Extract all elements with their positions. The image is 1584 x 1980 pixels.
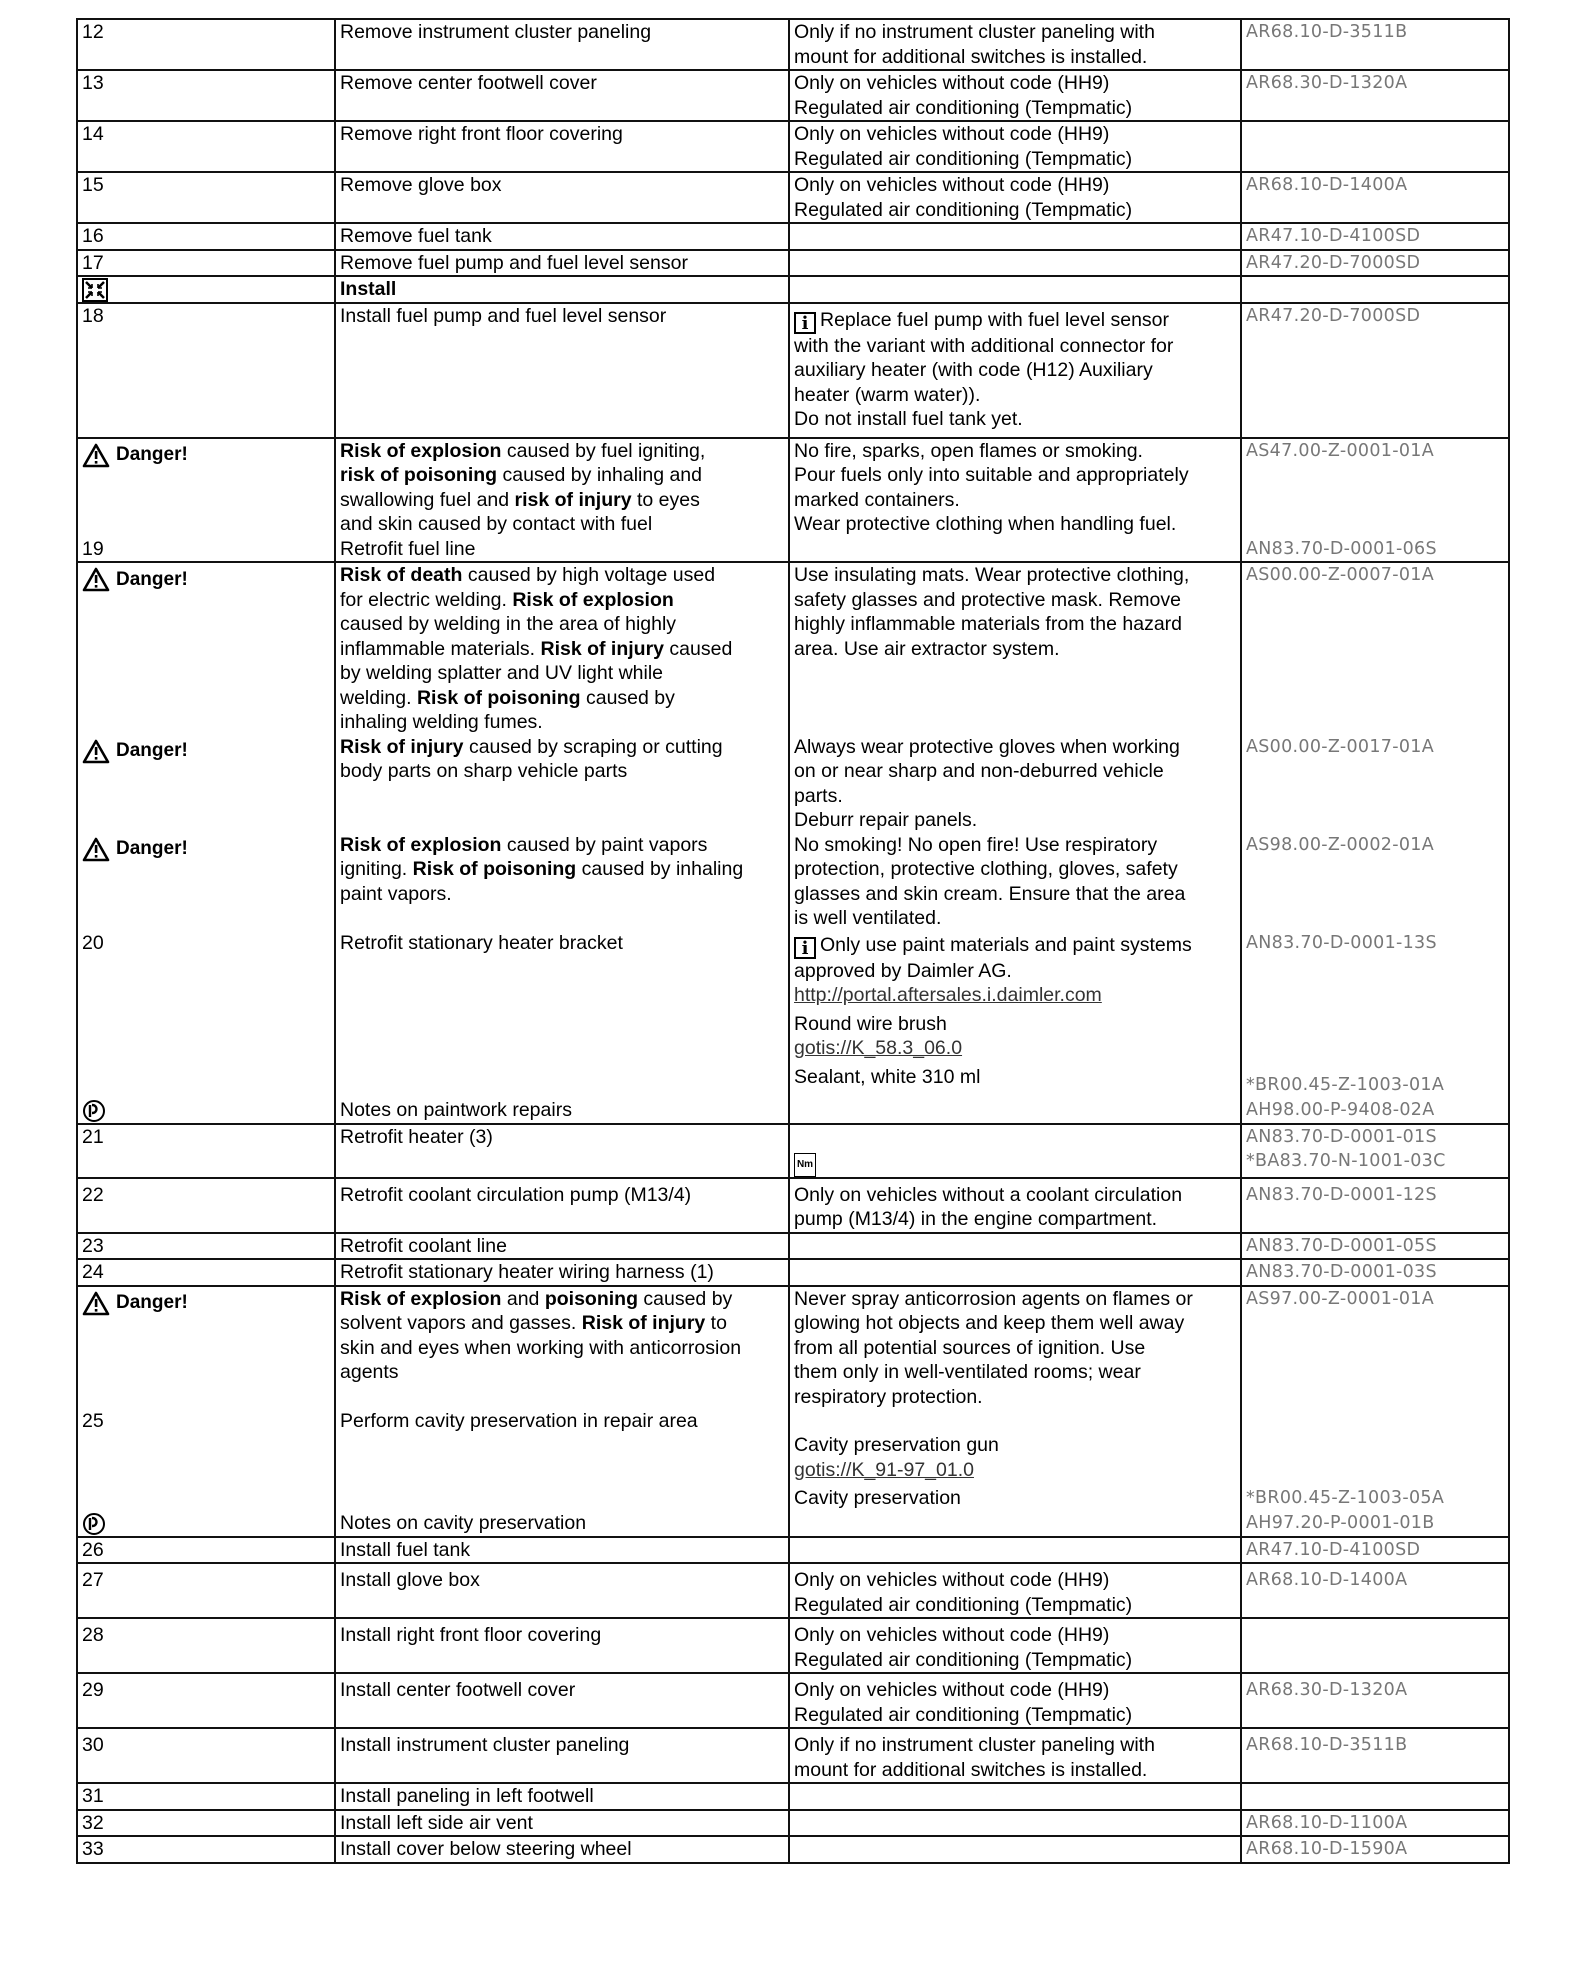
doc-reference[interactable]: AH97.20-P-0001-01B (1241, 1511, 1509, 1537)
doc-reference[interactable]: AS47.00-Z-0001-01A (1241, 438, 1509, 537)
step-action: Retrofit coolant circulation pump (M13/4) (335, 1178, 789, 1233)
step-number: 15 (77, 172, 335, 223)
step-number: 21 (77, 1124, 335, 1178)
doc-reference[interactable]: AH98.00-P-9408-02A (1241, 1098, 1509, 1124)
danger-label: Danger! (82, 443, 188, 468)
danger-label: Danger! (82, 1291, 188, 1316)
step-action: Notes on cavity preservation (335, 1511, 789, 1537)
step-number: 23 (77, 1233, 335, 1260)
step-action: Install left side air vent (335, 1810, 789, 1837)
doc-reference[interactable]: AR47.10-D-4100SD (1241, 1537, 1509, 1564)
safety-measures: Always wear protective gloves when working on or near sharp and non-deburred vehicle parts. Deburr repair panels. (789, 735, 1241, 833)
table-row (77, 223, 1509, 250)
note-line: Regulated air conditioning (Tempmatic) (794, 96, 1133, 119)
step-action: Remove fuel pump and fuel level sensor (335, 250, 789, 277)
table-row (77, 1537, 1509, 1564)
doc-reference[interactable]: AN83.70-D-0001-12S (1241, 1178, 1509, 1233)
doc-reference[interactable]: AR47.10-D-4100SD (1241, 223, 1509, 250)
step-notes (789, 250, 1241, 277)
note-line: with the variant with additional connector for (794, 334, 1174, 357)
step-number: 28 (77, 1618, 335, 1673)
doc-reference[interactable]: AR68.10-D-1400A (1241, 1563, 1509, 1618)
step-action: Retrofit stationary heater wiring harness (1) (335, 1259, 789, 1286)
step-notes (789, 70, 1241, 121)
step-action: Retrofit coolant line (335, 1233, 789, 1260)
install-icon (82, 278, 108, 302)
portal-link[interactable]: http://portal.aftersales.i.daimler.com (794, 984, 1102, 1007)
notes-icon (82, 1099, 106, 1123)
step-action: Remove center footwell cover (335, 70, 789, 121)
table-row (77, 1728, 1509, 1783)
step-notes: i Only use paint materials and paint systems approved by Daimler AG. http://portal.aftersales.i.daimler.com Round wire brush gotis://K_58.3_06.0 Sealant, white 310 ml (789, 931, 1241, 1098)
note-line: Do not install fuel tank yet. (794, 408, 1023, 431)
doc-reference (1241, 1618, 1509, 1673)
table-row (77, 1618, 1509, 1673)
step-number: 22 (77, 1178, 335, 1233)
doc-reference[interactable]: AN83.70-D-0001-06S (1241, 537, 1509, 563)
warning-triangle-icon (82, 443, 110, 468)
step-notes: Cavity preservation gun gotis://K_91-97_01.0 Cavity preservation (789, 1409, 1241, 1511)
doc-reference[interactable]: AR68.10-D-1590A (1241, 1836, 1509, 1863)
step-number: 25 (77, 1409, 335, 1511)
danger-label: Danger! (82, 739, 188, 764)
table-row (77, 70, 1509, 121)
step-notes (789, 223, 1241, 250)
table-row (77, 1233, 1509, 1260)
step-number: 12 (77, 19, 335, 70)
doc-reference[interactable]: AS97.00-Z-0001-01A (1241, 1286, 1509, 1410)
doc-reference[interactable]: AS98.00-Z-0002-01A (1241, 833, 1509, 931)
safety-measures: No fire, sparks, open flames or smoking. Pour fuels only into suitable and appropriately marked containers. Wear protective clothing when handling fuel. (789, 438, 1241, 537)
step-number: 18 (77, 303, 335, 438)
risk-text: Risk of explosion caused by fuel igniting, risk of poisoning caused by inhaling and swallowing fuel and risk of injury to eyes and skin caused by contact with fuel (335, 438, 789, 537)
note-line: auxiliary heater (with code (H12) Auxiliary (794, 359, 1153, 382)
warning-triangle-icon (82, 567, 110, 592)
risk-text: Risk of explosion and poisoning caused by solvent vapors and gasses. Risk of injury to skin and eyes when working with anticorrosion agents (335, 1286, 789, 1410)
note-line: Replace fuel pump with fuel level sensor (820, 308, 1170, 331)
step-action: Retrofit heater (3) (335, 1124, 789, 1178)
doc-reference: AN83.70-D-0001-13S *BR00.45-Z-1003-01A (1241, 931, 1509, 1098)
notes-row (77, 1511, 1509, 1537)
table-row (77, 1810, 1509, 1837)
step-action: Install cover below steering wheel (335, 1836, 789, 1863)
tool-link[interactable]: gotis://K_58.3_06.0 (794, 1037, 963, 1060)
info-icon: i (794, 937, 816, 959)
step-number: 27 (77, 1563, 335, 1618)
danger-row (77, 438, 1509, 537)
step-notes (789, 121, 1241, 172)
step-notes: Only if no instrument cluster paneling with mount for additional switches is installed. (789, 1728, 1241, 1783)
doc-reference[interactable]: AN83.70-D-0001-05S (1241, 1233, 1509, 1260)
risk-text: Risk of death caused by high voltage used for electric welding. Risk of explosion caused by welding in the area of highly inflammable materials. Risk of injury caused by welding splatter and UV light while welding. Risk of poisoning caused by inhaling welding fumes. (335, 562, 789, 735)
table-row (77, 250, 1509, 277)
step-action: Install fuel tank (335, 1537, 789, 1564)
risk-text: Risk of injury caused by scraping or cutting body parts on sharp vehicle parts (335, 735, 789, 833)
step-action: Install instrument cluster paneling (335, 1728, 789, 1783)
doc-reference[interactable]: AR47.20-D-7000SD (1241, 250, 1509, 277)
table-row (77, 1673, 1509, 1728)
step-number: 33 (77, 1836, 335, 1863)
note-line: heater (warm water)). (794, 383, 981, 406)
step-action: Retrofit fuel line (335, 537, 789, 563)
danger-row (77, 1286, 1509, 1410)
doc-reference[interactable]: AR68.10-D-1100A (1241, 1810, 1509, 1837)
notes-icon (82, 1512, 106, 1536)
step-number: 29 (77, 1673, 335, 1728)
step-number: 20 (77, 931, 335, 1098)
notes-row (77, 1098, 1509, 1124)
step-number: 16 (77, 223, 335, 250)
danger-label: Danger! (82, 567, 188, 592)
doc-reference: *BR00.45-Z-1003-05A (1241, 1409, 1509, 1511)
note-line: mount for additional switches is installed. (794, 45, 1148, 68)
doc-reference[interactable]: AR68.30-D-1320A (1241, 1673, 1509, 1728)
table-row (77, 1259, 1509, 1286)
note-line: Regulated air conditioning (Tempmatic) (794, 147, 1133, 170)
table-row (77, 121, 1509, 172)
tool-link[interactable]: gotis://K_91-97_01.0 (794, 1458, 974, 1481)
table-row (77, 172, 1509, 223)
step-action: Install glove box (335, 1563, 789, 1618)
install-heading: Install (335, 276, 789, 303)
table-row (77, 1178, 1509, 1233)
doc-reference[interactable]: AN83.70-D-0001-03S (1241, 1259, 1509, 1286)
step-notes (789, 172, 1241, 223)
step-action: Remove right front floor covering (335, 121, 789, 172)
safety-measures: Never spray anticorrosion agents on flames or glowing hot objects and keep them well away from all potential sources of ignition. Use them only in well-ventilated rooms; wear respiratory protection. (789, 1286, 1241, 1410)
step-notes: Only on vehicles without code (HH9) Regulated air conditioning (Tempmatic) (789, 1618, 1241, 1673)
table-row (77, 303, 1509, 438)
risk-text: Risk of explosion caused by paint vapors igniting. Risk of poisoning caused by inhaling paint vapors. (335, 833, 789, 931)
safety-measures: Use insulating mats. Wear protective clothing, safety glasses and protective mask. Remove highly inflammable materials from the hazard area. Use air extractor system. (789, 562, 1241, 735)
doc-reference[interactable]: AR68.30-D-1320A (1241, 70, 1509, 121)
step-action: Install center footwell cover (335, 1673, 789, 1728)
step-number: 31 (77, 1783, 335, 1810)
step-number: 13 (77, 70, 335, 121)
procedure-table (76, 18, 1510, 1864)
note-line: Only on vehicles without code (HH9) (794, 123, 1110, 145)
step-number: 17 (77, 250, 335, 277)
warning-triangle-icon (82, 837, 110, 862)
doc-reference[interactable]: AS00.00-Z-0017-01A (1241, 735, 1509, 833)
table-row (77, 1409, 1509, 1511)
step-number: 14 (77, 121, 335, 172)
danger-label: Danger! (82, 837, 188, 862)
table-row (77, 537, 1509, 563)
step-action: Notes on paintwork repairs (335, 1098, 789, 1124)
note-line: Only on vehicles without code (HH9) (794, 174, 1110, 196)
note-line: Regulated air conditioning (Tempmatic) (794, 198, 1133, 221)
step-action: Remove glove box (335, 172, 789, 223)
install-section-row (77, 276, 1509, 303)
table-row (77, 931, 1509, 1098)
table-row (77, 1836, 1509, 1863)
step-action: Remove instrument cluster paneling (335, 19, 789, 70)
info-icon: i (794, 312, 816, 334)
step-notes: Only on vehicles without a coolant circulation pump (M13/4) in the engine compartment. (789, 1178, 1241, 1233)
danger-row (77, 833, 1509, 931)
step-number: 19 (77, 537, 335, 563)
warning-triangle-icon (82, 739, 110, 764)
torque-icon: Nm (794, 1153, 816, 1177)
warning-triangle-icon (82, 1291, 110, 1316)
doc-reference[interactable]: AR68.10-D-1400A (1241, 172, 1509, 223)
step-number: 26 (77, 1537, 335, 1564)
doc-reference (1241, 121, 1509, 172)
table-row (77, 1124, 1509, 1178)
table-row (77, 19, 1509, 70)
step-action: Install paneling in left footwell (335, 1783, 789, 1810)
doc-reference (1241, 1783, 1509, 1810)
step-notes (789, 19, 1241, 70)
step-action: Remove fuel tank (335, 223, 789, 250)
step-number: 32 (77, 1810, 335, 1837)
step-number: 24 (77, 1259, 335, 1286)
step-action: Install right front floor covering (335, 1618, 789, 1673)
doc-reference[interactable]: AS00.00-Z-0007-01A (1241, 562, 1509, 735)
safety-measures: No smoking! No open fire! Use respiratory protection, protective clothing, gloves, safety glasses and skin cream. Ensure that the area is well ventilated. (789, 833, 1241, 931)
table-row (77, 1563, 1509, 1618)
doc-reference[interactable]: AR68.10-D-3511B (1241, 19, 1509, 70)
step-notes: Only on vehicles without code (HH9) Regulated air conditioning (Tempmatic) (789, 1673, 1241, 1728)
step-action: Retrofit stationary heater bracket (335, 931, 789, 1098)
step-action: Install fuel pump and fuel level sensor (335, 303, 789, 438)
note-line: Only on vehicles without code (HH9) (794, 72, 1110, 94)
step-number: 30 (77, 1728, 335, 1783)
danger-row (77, 735, 1509, 833)
risk-emphasis: Risk of explosion (340, 439, 502, 462)
table-row (77, 1783, 1509, 1810)
note-line: Only if no instrument cluster paneling with (794, 21, 1155, 43)
install-icon-cell (77, 276, 335, 303)
doc-reference[interactable]: AR47.20-D-7000SD (1241, 303, 1509, 438)
step-notes (789, 303, 1241, 438)
step-notes: Only on vehicles without code (HH9) Regulated air conditioning (Tempmatic) (789, 1563, 1241, 1618)
step-action: Perform cavity preservation in repair area (335, 1409, 789, 1511)
danger-row (77, 562, 1509, 735)
doc-reference[interactable]: AR68.10-D-3511B (1241, 1728, 1509, 1783)
doc-reference: AN83.70-D-0001-01S *BA83.70-N-1001-03C (1241, 1124, 1509, 1178)
